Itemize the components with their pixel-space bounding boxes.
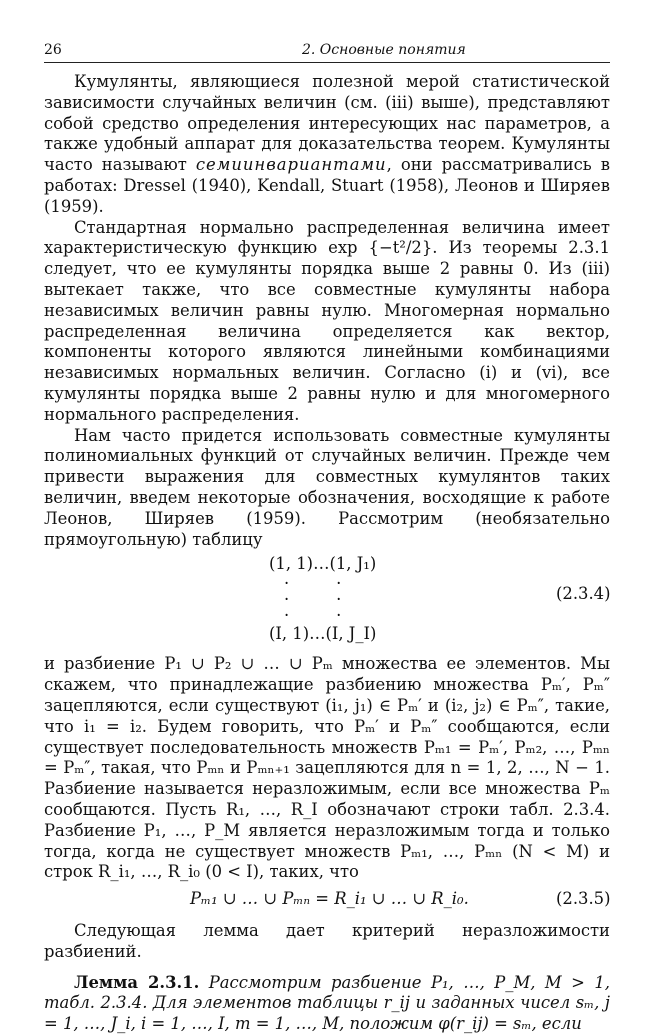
page-body <box>44 72 610 1035</box>
paragraph-polynomial: Нам часто придется использовать совместные кумулянты полиномиальных функций от случайных величин. Прежде чем привести выражения для совместных кумулянтов таких величин, введем некоторые обозначения, восходящие к работе Леонов, Ширяев (1959). Рассмотрим (необязательно прямоугольную) таблицу <box>44 425 610 549</box>
table-dots-1: · · <box>284 574 342 594</box>
table-dots-3: · · <box>284 606 342 626</box>
table-2-3-4 <box>44 552 610 646</box>
page-number: 26 <box>44 42 62 58</box>
term-semiinvariants: семиинвариантами <box>195 155 387 175</box>
table-dots-2: · · <box>284 590 342 610</box>
equation-formula: Pₘ₁ ∪ … ∪ Pₘₙ = R_i₁ ∪ … ∪ R_i₀. <box>190 889 469 909</box>
lemma-text: Рассмотрим разбиение P₁, …, P_M, M > 1, табл. 2.3.4. Для элементов таблицы r_ij и заданных чисел sₘ, j = 1, …, J_i, i = 1, …, I, m = 1, …, M, положим φ(r_ij) = sₘ, если <box>44 972 610 1034</box>
table-row-first: (1, 1)…(1, J₁) <box>269 554 377 574</box>
table-row-last: (I, 1)…(I, J_I) <box>269 624 377 644</box>
paragraph-cumulants <box>44 72 610 218</box>
page-header <box>44 40 610 63</box>
equation-label-2-3-5: (2.3.5) <box>556 889 611 909</box>
equation-2-3-5 <box>44 885 610 913</box>
paragraph-cumulants-text-b: , они рассматривались в работах: Dressel (1940), Kendall, Stuart (1958), Леонов и Ширяев (1959). <box>44 155 610 216</box>
paragraph-partition: и разбиение P₁ ∪ P₂ ∪ … ∪ Pₘ множества ее элементов. Мы скажем, что принадлежащие разбиению множества Pₘ′, Pₘ″ зацепляются, если существуют (i₁, j₁) ∈ Pₘ′ и (i₂, j₂) ∈ Pₘ″, такие, что i₁ = i₂. Будем говорить, что Pₘ′ и Pₘ″ сообщаются, если существует последовательность множеств Pₘ₁ = Pₘ′, Pₘ₂, …, Pₘₙ = Pₘ″, такая, что Pₘₙ и Pₘₙ₊₁ зацепляются для n = 1, 2, …, N − 1. Разбиение называется неразложимым, если все множества Pₘ сообщаются. Пусть R₁, …, R_I обозначают строки табл. 2.3.4. Разбиение P₁, …, P_M является неразложимым тогда и только тогда, когда не существует множеств Pₘ₁, …, Pₘₙ (N < M) и строк R_i₁, …, R_i₀ (0 < I), таких, что <box>44 654 610 882</box>
paragraph-lemma-intro: Следующая лемма дает критерий неразложимости разбиений. <box>44 921 610 961</box>
paragraph-cumulants-text-a: Кумулянты, являющиеся полезной мерой статистической зависимости случайных величин (см. (iii) выше), представляют собой средство определения интересующих нас параметров, а также удобный аппарат для доказательства теорем. Кумулянты часто называют <box>44 72 610 175</box>
running-head: 2. Основные понятия <box>302 42 466 58</box>
paragraph-normal: Стандартная нормально распределенная величина имеет характеристическую функцию exp {−t²/2}. Из теоремы 2.3.1 следует, что ее кумулянты порядка выше 2 равны 0. Из (iii) вытекает также, что все совместные кумулянты набора независимых величин равны нулю. Многомерная нормально распределенная величина определяется как вектор, компоненты которого являются линейными комбинациями независимых нормальных величин. Согласно (i) и (vi), все кумулянты порядка выше 2 равны нулю и для многомерного нормального распределения. <box>44 217 610 424</box>
equation-label-2-3-4: (2.3.4) <box>556 584 611 604</box>
lemma-title: Лемма 2.3.1. <box>74 972 200 992</box>
